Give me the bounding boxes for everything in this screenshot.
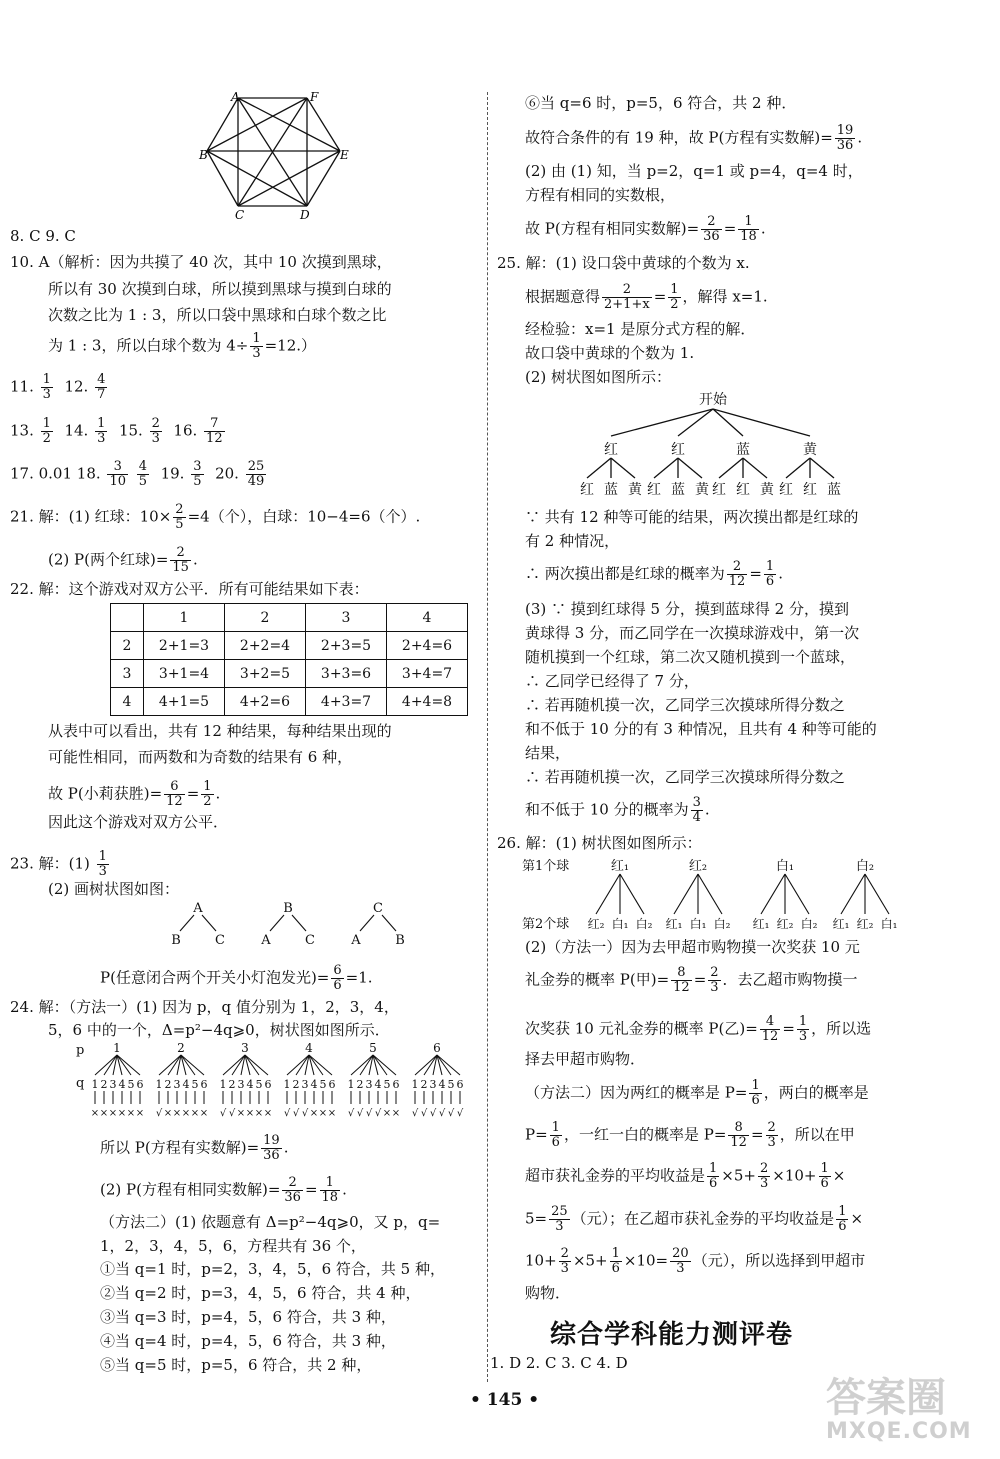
tree26-branch [596,874,620,914]
tree26-branch [620,874,644,914]
tree24-leaf: 5 [191,1078,199,1091]
tree25-branch [743,458,767,478]
tree23-leaf: B [171,933,181,948]
tree23-root: C [373,901,383,916]
text: 为 1 : 3，所以白球个数为 4÷ [48,336,249,355]
table-row: 3 3+1=4 3+2=5 3+3=6 3+4=7 [111,660,468,688]
tree25-branch [786,458,810,478]
tree24-leaf: 5 [447,1078,455,1091]
answer-10-line3: 次数之比为 1 : 3，所以口袋中黑球和白球个数之比 [48,306,387,324]
tree24-leaf: 6 [200,1078,208,1091]
tree24-mark: × [90,1108,100,1119]
tree23-leaf: C [305,933,315,948]
answer-11-12: 11. $\frac{1}{3}$ 12. $\frac{4}{7}$ [10,372,106,402]
tree24-leaf: 4 [374,1078,382,1091]
hex-label-e: E [340,148,349,162]
tree24-leaf: 2 [164,1078,172,1091]
tree25-level1: 蓝 [736,442,750,458]
answer-10-line4 [48,332,316,361]
tree24-mark: × [163,1108,173,1119]
sum-table [110,603,468,716]
tree23-branch [270,915,284,931]
r-line22: 26. 解：(1) 树状图如图所示： [497,834,702,852]
answer-24-line3: 所以 P(方程有实数解)= $\frac{19}{36}$ . [100,1133,289,1163]
tree24-leaf: 3 [173,1078,181,1091]
r-line31: 10+ $\frac{2}{3}$ ×5+ $\frac{1}{6}$ ×10= $\frac{20}{3}$ （元），所以选择到甲超市 [525,1246,866,1276]
fraction: $\frac{1}{3}$ [252,331,261,361]
r-line30: 5= $\frac{25}{3}$ （元）；在乙超市获礼金券的平均收益是 $\frac{1}{6}$ × [525,1204,864,1234]
hex-label-c: C [235,208,245,222]
tree24-leaf: 3 [237,1078,245,1091]
hex-label-d: D [300,208,310,222]
tree23-branch [202,915,216,931]
tree24-leaf: 5 [383,1078,391,1091]
tree24-mark: × [309,1108,319,1119]
r-line23: (2)（方法一）因为去甲超市购物摸一次奖获 10 元 [525,938,860,956]
tree24-mark: √ [219,1108,227,1119]
answer-10-line1: 10. A（解析：因为共摸了 40 次，其中 10 次摸到黑球， [10,253,392,271]
tree25-root: 开始 [699,392,727,408]
tree26-level2: 白₂ [713,917,731,931]
answer-22-line4: 因此这个游戏对双方公平． [48,813,229,831]
tree25-level2: 红 [712,482,726,498]
tree24-leaf: 4 [438,1078,446,1091]
tree26-level1: 白₁ [775,859,795,874]
tree26-branch [698,874,722,914]
r-line24: 礼金券的概率 P(甲)= $\frac{8}{12}$ = $\frac{2}{3}$ ．去乙超市购物摸一 [525,965,858,995]
tree25-branch [654,458,678,478]
r-line9: (2) 树状图如图所示： [525,368,672,386]
tree24-leaf: 3 [109,1078,117,1091]
tree25-branch [611,409,713,436]
tree25-level2: 黄 [628,482,642,498]
tree24-mark: × [117,1108,127,1119]
tree24-leaf: 4 [246,1078,254,1091]
tree24-mark: × [199,1108,209,1119]
answer-23-part3: P(任意闭合两个开关小灯泡发光)= $\frac{6}{6}$ =1. [100,963,373,993]
answer-21-part2: (2) P(两个红球)= $\frac{2}{15}$ . [48,545,198,575]
tree24-mark: × [263,1108,273,1119]
tree26-level2: 白₂ [800,917,818,931]
r-line20: ∴ 若再随机摸一次，乙同学三次摸球所得分数之 [525,768,845,786]
r-line15: 随机摸到一个红球，第二次又随机摸到一个蓝球， [525,648,856,666]
r-line29: 超市获礼金券的平均收益是 $\frac{1}{6}$ ×5+ $\frac{2}{3}$ ×10+ $\frac{1}{6}$ × [525,1161,846,1191]
tree24-leaf: 1 [219,1078,227,1091]
tree24-leaf: 4 [182,1078,190,1091]
tree23-branch [360,915,374,931]
tree24-mark: × [190,1108,200,1119]
tree26-level2: 红₂ [776,917,794,931]
answer-8-9: 8. C 9. C [10,227,76,245]
tree26-branch [761,874,785,914]
tree25-level2: 蓝 [671,482,685,498]
answer-21-part1: 21. 解：(1) 红球：10× $\frac{2}{5}$ =4（个），白球：10−4=6（个）. [10,502,421,532]
tree24-leaf: 5 [255,1078,263,1091]
tree24-mark: × [135,1108,145,1119]
answer-13-16: 13. $\frac{1}{2}$ 14. $\frac{1}{3}$ 15. $\frac{2}{3}$ 16. $\frac{7}{12}$ [10,416,223,446]
tree24-leaf: 2 [356,1078,364,1091]
tree24-leaf: 2 [100,1078,108,1091]
answer-24-line5: （方法二）(1) 依题意有 Δ=p²−4q⩾0，又 p，q= [100,1213,441,1231]
tree24-mark: √ [374,1108,382,1119]
tree25-branch [678,458,702,478]
tree26-branch [674,874,698,914]
tree24-mark: × [327,1108,337,1119]
r-line32: 购物． [525,1284,571,1302]
tree24-root: 6 [433,1041,441,1055]
tree24-mark: √ [283,1108,291,1119]
tree24-mark: √ [420,1108,428,1119]
r-line16: ∴ 乙同学已经得了 7 分， [525,672,699,690]
table-row: 2 2+1=3 2+2=4 2+3=5 2+4=6 [111,632,468,660]
tree24-mark: × [245,1108,255,1119]
tree24-mark: √ [447,1108,455,1119]
tree26-level2: 红₂ [856,917,874,931]
answer-22-line3: 故 P(小莉获胜)= $\frac{6}{12}$ = $\frac{1}{2}$ . [48,779,221,809]
r-line28: P= $\frac{1}{6}$ ，一红一白的概率是 P= $\frac{8}{12}$ = $\frac{2}{3}$ ，所以在甲 [525,1120,855,1150]
tree24-leaf: 6 [456,1078,464,1091]
section-heading: 综合学科能力测评卷 [550,1320,794,1350]
tree25-branch [810,458,834,478]
tree24-mark: √ [356,1108,364,1119]
hex-label-f: F [310,90,319,104]
tree24-leaf: 1 [347,1078,355,1091]
tree25-branch [719,458,743,478]
r-line3: 方程有相同的实数根， [525,186,676,204]
tree24-mark: √ [292,1108,300,1119]
answer-24-line4: (2) P(方程有相同实数解)= $\frac{2}{36}$ = $\frac{1}{18}$ . [100,1175,347,1205]
tree25-level2: 蓝 [604,482,618,498]
tree24-mark: × [236,1108,246,1119]
tree24-mark: √ [228,1108,236,1119]
r-line26: 择去甲超市购物． [525,1050,646,1068]
tree24-mark: √ [301,1108,309,1119]
r-line6: 根据题意得 $\frac{2}{2+1+x}$ = $\frac{1}{2}$ ，解得 x=1. [525,282,768,312]
tree-diagram-23 [160,898,420,950]
tree25-branch [611,458,635,478]
answer-24-line11: ⑤当 q=5 时，p=5，6 符合，共 2 种， [100,1356,372,1374]
tree24-q-label: q [76,1076,85,1091]
tree24-leaf: 6 [328,1078,336,1091]
tree26-branch [865,874,889,914]
tree24-mark: × [181,1108,191,1119]
answer-24-line10: ④当 q=4 时，p=4，5，6 符合，共 3 种， [100,1332,396,1350]
tree26-level2: 白₁ [689,917,707,931]
tree26-level1: 红₂ [688,859,708,874]
tree24-mark: × [254,1108,264,1119]
tree25-level2: 红 [736,482,750,498]
tree24-mark: × [99,1108,109,1119]
r-line5: 25. 解：(1) 设口袋中黄球的个数为 x. [497,254,750,272]
tree24-root: 2 [177,1041,185,1055]
tree24-leaf: 3 [429,1078,437,1091]
tree26-level2: 红₂ [587,917,605,931]
r-line21: 和不低于 10 分的概率为 $\frac{3}{4}$ . [525,795,710,825]
tree24-leaf: 5 [127,1078,135,1091]
tree24-mark: √ [365,1108,373,1119]
r-line2: (2) 由 (1) 知，当 p=2，q=1 或 p=4，q=4 时， [525,162,863,180]
tree25-level2: 红 [779,482,793,498]
tree24-leaf: 2 [292,1078,300,1091]
watermark-logo [826,1376,972,1444]
answer-24-line6: 1，2，3，4，5，6，方程共有 36 个， [100,1237,366,1255]
tree26-level2: 红₁ [832,917,850,931]
tree24-mark: √ [438,1108,446,1119]
answer-24-line8: ②当 q=2 时，p=3，4，5，6 符合，共 4 种， [100,1284,421,1302]
tree25-level2: 黄 [695,482,709,498]
tree23-root: A [193,901,203,916]
tree25-level2: 蓝 [827,482,841,498]
r-line19: 结果， [525,744,571,762]
tree-diagram-26 [520,852,905,934]
tree26-level1: 白₂ [855,859,875,874]
r-line-last: 1. D 2. C 3. C 4. D [490,1354,628,1372]
r-line12: ∴ 两次摸出都是红球的概率为 $\frac{2}{12}$ = $\frac{1}{6}$ . [525,559,783,589]
tree24-mark: × [172,1108,182,1119]
tree23-branch [180,915,194,931]
answer-23-part2: (2) 画树状图如图： [48,880,180,898]
answer-22-intro: 22. 解：这个游戏对双方公平．所有可能结果如下表： [10,580,369,598]
tree25-level2: 红 [580,482,594,498]
r-line27: （方法二）因为两红的概率是 P= $\frac{1}{6}$ ，两白的概率是 [525,1078,869,1108]
tree23-leaf: A [261,933,271,948]
tree24-mark: √ [429,1108,437,1119]
column-divider [487,92,488,1382]
tree25-level1: 红 [604,442,618,458]
tree26-row1-label: 第1个球 [522,859,570,874]
tree25-level2: 红 [803,482,817,498]
tree23-leaf: C [215,933,225,948]
tree24-leaf: 3 [365,1078,373,1091]
tree24-leaf: 6 [136,1078,144,1091]
tree23-leaf: A [351,933,361,948]
tree24-leaf: 2 [228,1078,236,1091]
tree24-mark: × [382,1108,392,1119]
tree25-level1: 红 [671,442,685,458]
hex-label-b: B [199,148,208,162]
tree24-leaf: 1 [411,1078,419,1091]
tree25-level2: 黄 [760,482,774,498]
tree24-leaf: 2 [420,1078,428,1091]
answer-10-line2: 所以有 30 次摸到白球，所以摸到黑球与摸到白球的 [48,280,392,298]
tree26-level2: 白₂ [635,917,653,931]
tree24-mark: × [318,1108,328,1119]
answer-24-line2: 5，6 中的一个，Δ=p²−4q⩾0，树状图如图所示． [48,1021,390,1039]
tree24-mark: √ [347,1108,355,1119]
tree-diagram-25 [575,388,855,500]
tree24-leaf: 1 [283,1078,291,1091]
hexagon-edge [238,98,340,151]
answer-22-line1: 从表中可以看出，共有 12 种结果，每种结果出现的 [48,722,392,740]
text: =12.） [264,336,317,355]
tree24-leaf: 4 [310,1078,318,1091]
tree26-level2: 红₁ [752,917,770,931]
tree24-root: 4 [305,1041,313,1055]
tree24-mark: √ [456,1108,464,1119]
answer-23-part1: 23. 解：(1) $\frac{1}{3}$ [10,849,107,879]
r-line14: 黄球得 3 分，而乙同学在一次摸球游戏中，第一次 [525,624,860,642]
tree26-level1: 红₁ [610,859,630,874]
tree24-mark: × [108,1108,118,1119]
r-line13: (3) ∵ 摸到红球得 5 分，摸到蓝球得 2 分，摸到 [525,600,849,618]
tree24-mark: × [391,1108,401,1119]
tree24-root: 3 [241,1041,249,1055]
answer-22-line2: 可能性相同，而两数和为奇数的结果有 6 种， [48,748,353,766]
r-line7: 经检验：x=1 是原分式方程的解． [525,320,756,338]
watermark-url: MXQE.COM [826,1419,972,1444]
watermark-text: 答案圈 [826,1375,946,1421]
table-header-row: 1 2 3 4 [111,604,468,632]
tree24-leaf: 4 [118,1078,126,1091]
r-line18: 和不低于 10 分的有 3 种情况，且共有 4 种等可能的 [525,720,877,738]
tree24-leaf: 3 [301,1078,309,1091]
tree26-level2: 白₁ [611,917,629,931]
tree24-mark: √ [411,1108,419,1119]
tree24-leaf: 1 [155,1078,163,1091]
tree24-leaf: 1 [91,1078,99,1091]
tree24-mark: × [126,1108,136,1119]
answer-24-line9: ③当 q=3 时，p=4，5，6 符合，共 3 种， [100,1308,396,1326]
hexagon-edge [238,151,340,206]
tree23-leaf: B [395,933,405,948]
r-line11: 有 2 种情况， [525,532,620,550]
r-line17: ∴ 若再随机摸一次，乙同学三次摸球所得分数之 [525,696,845,714]
tree23-branch [292,915,306,931]
tree24-root: 1 [113,1041,121,1055]
tree26-row2-label: 第2个球 [522,917,570,932]
tree24-leaf: 5 [319,1078,327,1091]
page-number: • 145 • [470,1390,540,1410]
r-line1: 故符合条件的有 19 种，故 P(方程有实数解)= $\frac{19}{36}$ . [525,123,863,153]
r-line4: 故 P(方程有相同实数解)= $\frac{2}{36}$ = $\frac{1}{18}$ . [525,214,766,244]
tree-diagram-24 [70,1038,480,1120]
answer-17-20: 17. 0.01 18. $\frac{3}{10}$ $\frac{4}{5}$ 19. $\frac{3}{5}$ 20. $\frac{25}{49}$ [10,459,265,489]
tree24-leaf: 6 [392,1078,400,1091]
tree24-leaf: 6 [264,1078,272,1091]
r-line10: ∵ 共有 12 种等可能的结果，两次摸出都是红球的 [525,508,859,526]
tree25-level1: 黄 [803,442,817,458]
table-row: 4 4+1=5 4+2=6 4+3=7 4+4=8 [111,688,468,716]
tree23-root: B [283,901,293,916]
tree26-branch [841,874,865,914]
tree25-branch [587,458,611,478]
answer-24-line7: ①当 q=1 时，p=2，3，4，5，6 符合，共 5 种， [100,1260,445,1278]
tree24-p-label: p [76,1043,85,1058]
r-line0: ⑥当 q=6 时，p=5，6 符合，共 2 种． [525,94,797,112]
tree23-branch [382,915,396,931]
tree26-level2: 红₁ [665,917,683,931]
tree25-level2: 红 [647,482,661,498]
tree26-level2: 白₁ [880,917,898,931]
r-line8: 故口袋中黄球的个数为 1. [525,344,695,362]
hexagon-figure [195,88,355,223]
tree24-root: 5 [369,1041,377,1055]
tree26-branch [785,874,809,914]
tree24-mark: √ [155,1108,163,1119]
hex-label-a: A [231,90,240,104]
answer-24-line1: 24. 解：（方法一）(1) 因为 p，q 值分别为 1，2，3，4， [10,998,399,1016]
r-line25: 次奖获 10 元礼金券的概率 P(乙)= $\frac{4}{12}$ = $\frac{1}{3}$ ，所以选 [525,1014,872,1044]
